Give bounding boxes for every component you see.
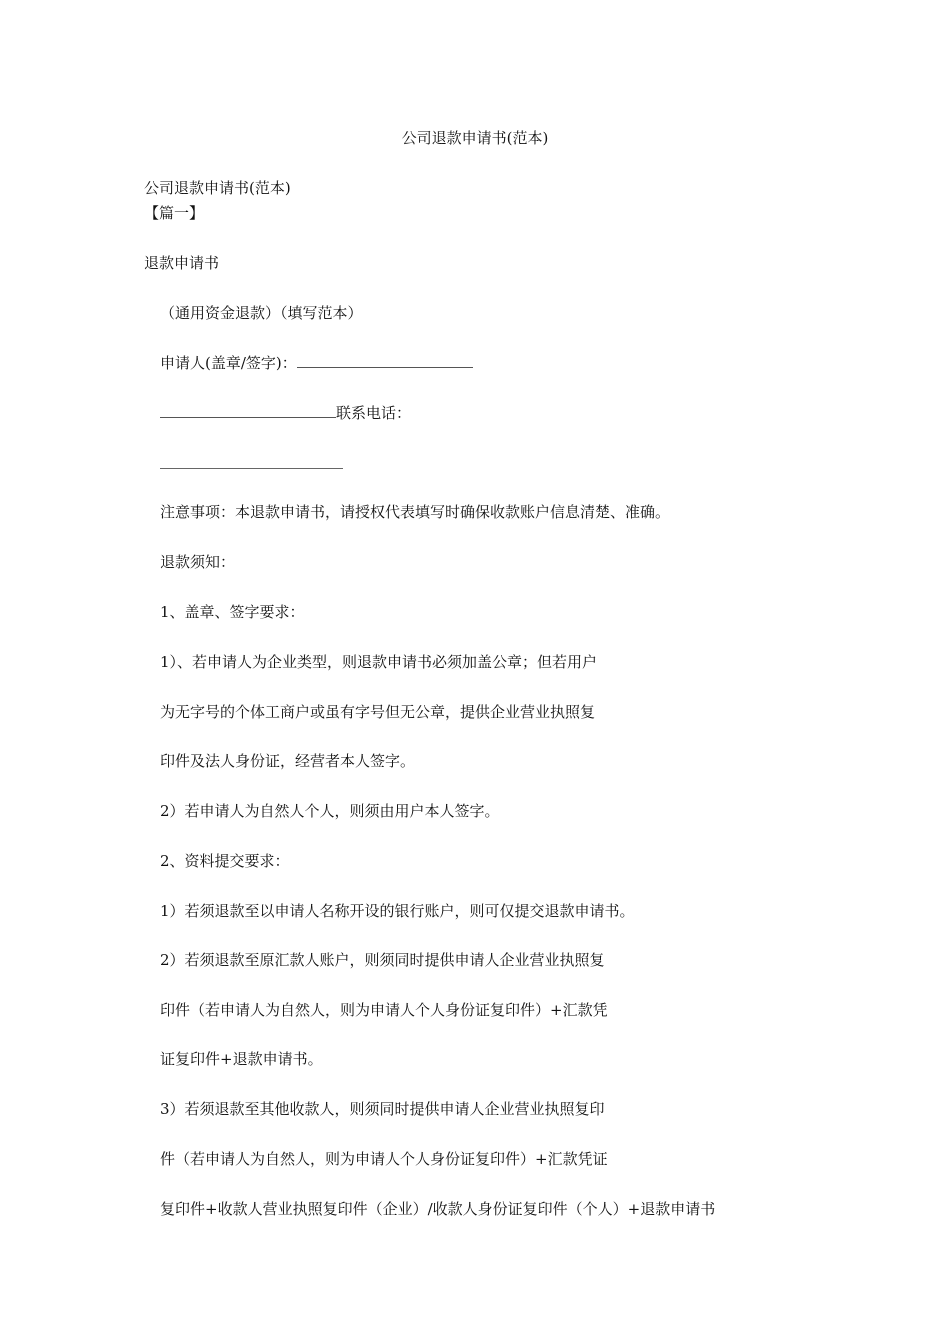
sec1-item2: 2）若申请人为自然人个人，则须由用户本人签字。 bbox=[160, 802, 500, 820]
sec2-item2-line3: 证复印件+退款申请书。 bbox=[160, 1050, 323, 1068]
sec2-item2-line1: 2）若须退款至原汇款人账户，则须同时提供申请人企业营业执照复 bbox=[160, 951, 605, 969]
form-title: 退款申请书 bbox=[144, 254, 220, 272]
sec2-item3-line1: 3）若须退款至其他收款人，则须同时提供申请人企业营业执照复印 bbox=[160, 1100, 605, 1118]
form-subtitle: （通用资金退款）（填写范本） bbox=[160, 304, 363, 322]
sec2-item1: 1）若须退款至以申请人名称开设的银行账户，则可仅提交退款申请书。 bbox=[160, 902, 635, 920]
applicant-blank bbox=[297, 353, 473, 368]
document-subtitle: 公司退款申请书(范本) bbox=[144, 179, 291, 197]
applicant-field bbox=[160, 353, 473, 373]
phone-blank-line bbox=[160, 468, 343, 469]
applicant-label: 申请人(盖章/签字)： bbox=[160, 354, 297, 372]
sec2-title: 2、资料提交要求： bbox=[160, 852, 290, 870]
sec2-item3-line2: 件（若申请人为自然人，则为申请人个人身份证复印件）+汇款凭证 bbox=[160, 1150, 608, 1168]
document-title: 公司退款申请书(范本) bbox=[401, 129, 549, 147]
phone-field bbox=[160, 403, 411, 423]
section-label: 【篇一】 bbox=[144, 204, 205, 222]
notice-text: 注意事项：本退款申请书，请授权代表填写时确保收款账户信息清楚、准确。 bbox=[160, 503, 671, 521]
sec1-title: 1、盖章、签字要求： bbox=[160, 603, 305, 621]
sec2-item3-line3: 复印件+收款人营业执照复印件（企业）/收款人身份证复印件（个人）+退款申请书 bbox=[160, 1200, 716, 1218]
phone-prefix-blank bbox=[160, 403, 336, 418]
sec2-item2-line2: 印件（若申请人为自然人，则为申请人个人身份证复印件）+汇款凭 bbox=[160, 1001, 608, 1019]
sec1-item1-line2: 为无字号的个体工商户或虽有字号但无公章，提供企业营业执照复 bbox=[160, 703, 596, 721]
phone-label: 联系电话： bbox=[336, 404, 412, 422]
refund-notice-title: 退款须知： bbox=[160, 553, 236, 571]
sec1-item1-line3: 印件及法人身份证，经营者本人签字。 bbox=[160, 752, 416, 770]
sec1-item1-line1: 1）、若申请人为企业类型，则退款申请书必须加盖公章；但若用户 bbox=[160, 653, 598, 671]
